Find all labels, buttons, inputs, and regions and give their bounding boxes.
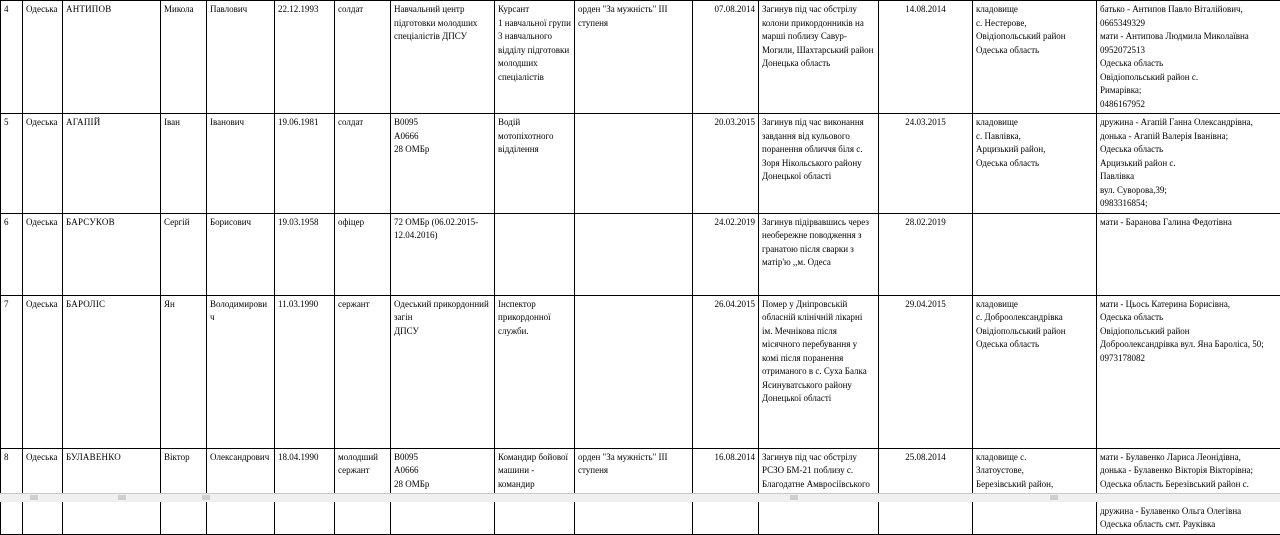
cell-burial-date: 24.03.2015 [879,114,973,214]
cell-death-date: 07.08.2014 [693,1,759,114]
table-row [1,1,1280,114]
cell-burial-date: 25.08.2014 [879,448,973,534]
cell-relatives: дружина - Агапій Ганна Олександрівна, донька - Агапій Валерія Іванівна; Одеська область Арцизький район с. Павлівка вул. Суворова,39; 0983316854; [1097,114,1280,214]
cell-circumstances: Помер у Дніпровській обласній клінічній лікарні ім. Мечнікова після місячного перебування у комі після поранення отриманого в с. Суха Балка Ясинуватського району Донецької області [759,295,879,448]
cell-number: 6 [1,213,23,295]
cell-death-date: 20.03.2015 [693,114,759,214]
cell-position: Інспектор прикордонної служби. [495,295,575,448]
cell-first-name: Віктор [161,448,207,534]
table-row [1,448,1280,534]
cell-relatives: батько - Антипов Павло Віталійович, 0665349329 мати - Антипова Людмила Миколаївна 0952072513 Одеська область Овідіопольський район с. Римарівка; 0486167952 [1097,1,1280,114]
cell-award [575,213,693,295]
cell-burial-place: кладовище с. Нестерове, Овідіопольський район Одеська область [973,1,1097,114]
cell-unit: В0095 А0666 28 ОМБр [391,448,495,534]
cell-birth-date: 22.12.1993 [275,1,335,114]
cell-burial-date: 14.08.2014 [879,1,973,114]
cell-birth-date: 11.03.1990 [275,295,335,448]
scrollbar-thumb[interactable] [1050,495,1058,500]
cell-award: орден "За мужність" III ступеня [575,448,693,534]
cell-birth-date: 19.03.1958 [275,213,335,295]
cell-rank: солдат [335,1,391,114]
cell-surname: АГАПІЙ [63,114,161,214]
cell-surname: БАРСУКОВ [63,213,161,295]
table-row [1,295,1280,448]
cell-unit: В0095 А0666 28 ОМБр [391,114,495,214]
cell-burial-place: кладовище с. Доброолександрівка Овідіопольський район Одеська область [973,295,1097,448]
cell-rank: сержант [335,295,391,448]
cell-surname: АНТИПОВ [63,1,161,114]
cell-unit: 72 ОМБр (06.02.2015-12.04.2016) [391,213,495,295]
cell-position: Водій мотопіхотного відділення [495,114,575,214]
cell-award [575,114,693,214]
cell-burial-place: кладовище с. Павлівка, Арцизький район, Одеська область [973,114,1097,214]
cell-burial-place [973,213,1097,295]
cell-unit: Навчальний центр підготовки молодших спеціалістів ДПСУ [391,1,495,114]
table-body [1,1,1280,535]
cell-surname: БАРОЛІС [63,295,161,448]
cell-death-date: 26.04.2015 [693,295,759,448]
cell-relatives: мати - Баранова Галина Федотівна [1097,213,1280,295]
cell-first-name: Сергій [161,213,207,295]
cell-award: орден "За мужність" III ступеня [575,1,693,114]
cell-burial-date: 28.02.2019 [879,213,973,295]
horizontal-scrollbar[interactable] [0,493,1280,502]
scrollbar-thumb[interactable] [790,495,798,500]
cell-number: 5 [1,114,23,214]
cell-oblast: Одеська [23,1,63,114]
table-row [1,213,1280,295]
cell-first-name: Ян [161,295,207,448]
cell-circumstances: Загинув підірвавшись через необережне поводження з гранатою після сварки з матір'ю ,,м. Одеса [759,213,879,295]
cell-relatives: мати - Цьось Катерина Борисівна, Одеська область Овідіопольський район Доброолександрівка вул. Яна Бароліса, 50; 0973178082 [1097,295,1280,448]
cell-oblast: Одеська [23,295,63,448]
cell-first-name: Іван [161,114,207,214]
cell-circumstances: Загинув під час обстрілу РСЗО БМ-21 поблизу с. Благодатне Амвросіївського [759,448,879,534]
cell-unit: Одеський прикордонний загін ДПСУ [391,295,495,448]
cell-patronymic: Борисович [207,213,275,295]
cell-award [575,295,693,448]
cell-patronymic: Олександрович [207,448,275,534]
cell-surname: БУЛАВЕНКО [63,448,161,534]
cell-position: Командир бойової машини - командир [495,448,575,534]
scrollbar-thumb[interactable] [202,495,210,500]
scrollbar-thumb[interactable] [118,495,126,500]
cell-oblast: Одеська [23,114,63,214]
cell-number: 7 [1,295,23,448]
cell-burial-place: кладовище с. Златоустове, Березівський район, [973,448,1097,534]
cell-circumstances: Загинув під час обстрілу колони прикордонників на марші поблизу Савур-Могили, Шахтарський район Донецька область [759,1,879,114]
cell-birth-date: 18.04.1990 [275,448,335,534]
cell-position [495,213,575,295]
cell-birth-date: 19.06.1981 [275,114,335,214]
cell-circumstances: Загинув під час виконання завдання від кульового поранення обличчя біля с. Зоря Нікольського району Донецької області [759,114,879,214]
cell-relatives: мати - Булавенко Лариса Леонідівна, донька - Булавенко Вікторія Вікторівна; Одеська область Березівський район с. дружина - Булавенко Ольга Олегівна Одеська область смт. Рауківка [1097,448,1280,534]
cell-patronymic: Павлович [207,1,275,114]
cell-rank: молодший сержант [335,448,391,534]
scrollbar-thumb[interactable] [30,495,38,500]
cell-death-date: 24.02.2019 [693,213,759,295]
cell-rank: офіцер [335,213,391,295]
cell-patronymic: Іванович [207,114,275,214]
cell-position: Курсант 1 навчальної групи 3 навчального відділу підготовки молодших спеціалістів [495,1,575,114]
cell-first-name: Микола [161,1,207,114]
table-row [1,114,1280,214]
cell-number: 4 [1,1,23,114]
cell-number: 8 [1,448,23,534]
cell-oblast: Одеська [23,448,63,534]
cell-patronymic: Володимирович [207,295,275,448]
cell-death-date: 16.08.2014 [693,448,759,534]
cell-rank: солдат [335,114,391,214]
cell-oblast: Одеська [23,213,63,295]
cell-burial-date: 29.04.2015 [879,295,973,448]
